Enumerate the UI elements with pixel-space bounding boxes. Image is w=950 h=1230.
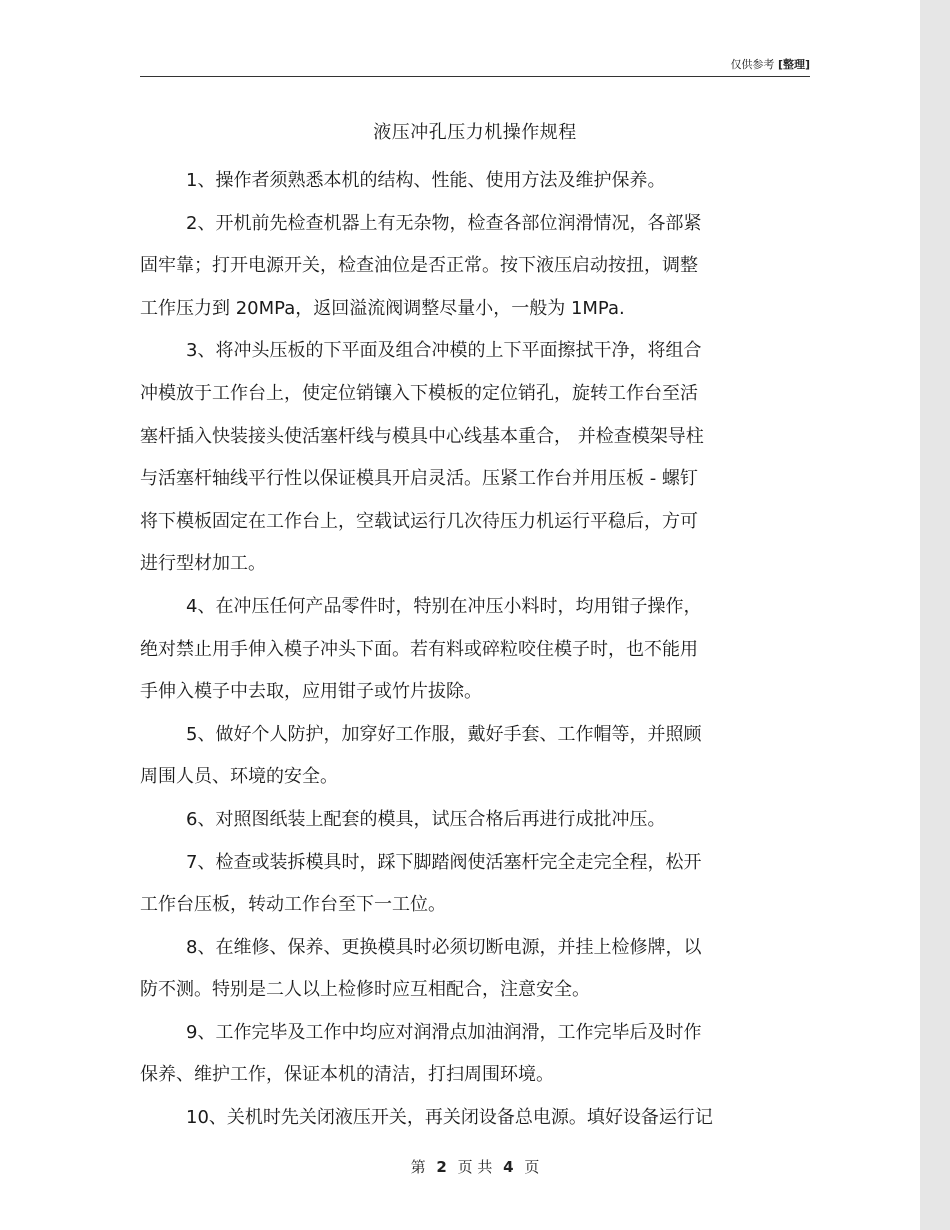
text-line: 6、对照图纸装上配套的模具，试压合格后再进行成批冲压。	[186, 808, 666, 830]
text-line: 5、做好个人防护，加穿好工作服，戴好手套、工作帽等，并照顾	[186, 723, 702, 745]
text-line: 工作压力到 20MPa，返回溢流阀调整尽量小，一般为 1MPa.	[140, 297, 625, 319]
footer-middle: 页 共	[457, 1158, 493, 1176]
text-line: 进行型材加工。	[140, 553, 266, 575]
text-line: 冲模放于工作台上，使定位销镶入下模板的定位销孔，旋转工作台至活	[140, 382, 698, 404]
header-rule	[140, 76, 810, 77]
footer-page-number: 2	[436, 1158, 447, 1176]
text-line: 与活塞杆轴线平行性以保证模具开启灵活。压紧工作台并用压板 - 螺钉	[140, 468, 698, 490]
text-line: 防不测。特别是二人以上检修时应互相配合，注意安全。	[140, 979, 590, 1001]
text-line: 1、操作者须熟悉本机的结构、性能、使用方法及维护保养。	[186, 170, 666, 191]
text-line: 塞杆插入快装接头使活塞杆线与模具中心线基本重合， 并检查模架导柱	[140, 425, 704, 447]
text-line: 10、关机时先关闭液压开关，再关闭设备总电源。填好设备运行记	[186, 1107, 713, 1129]
footer-total-pages: 4	[503, 1158, 514, 1176]
text-line: 4、在冲压任何产品零件时，特别在冲压小料时，均用钳子操作，	[186, 595, 702, 617]
text-line: 8、在维修、保养、更换模具时必须切断电源，并挂上检修牌，以	[186, 936, 702, 958]
footer-prefix: 第	[410, 1158, 426, 1176]
page-footer	[140, 1156, 810, 1177]
document-body	[140, 160, 810, 1140]
text-line: 3、将冲头压板的下平面及组合冲模的上下平面擦拭干净，将组合	[186, 340, 702, 362]
text-line: 固牢靠；打开电源开关，检查油位是否正常。按下液压启动按扭，调整	[140, 255, 698, 277]
text-line: 将下模板固定在工作台上，空载试运行几次待压力机运行平稳后，方可	[140, 510, 698, 532]
text-line: 2、开机前先检查机器上有无杂物，检查各部位润滑情况，各部紧	[186, 212, 702, 234]
footer-suffix: 页	[524, 1158, 540, 1176]
text-line: 手伸入模子中去取，应用钳子或竹片拔除。	[140, 681, 482, 703]
header-bracket: [整理]	[777, 58, 810, 71]
text-line: 绝对禁止用手伸入模子冲头下面。若有料或碎粒咬住模子时，也不能用	[140, 638, 698, 660]
text-line: 7、检查或装拆模具时，踩下脚踏阀使活塞杆完全走完全程，松开	[186, 851, 702, 873]
text-line: 保养、维护工作，保证本机的清洁，打扫周围环境。	[140, 1064, 554, 1086]
page-header	[140, 56, 810, 72]
text-line: 工作台压板，转动工作台至下一工位。	[140, 894, 446, 916]
header-text: 仅供参考	[730, 58, 775, 71]
text-line: 9、工作完毕及工作中均应对润滑点加油润滑，工作完毕后及时作	[186, 1021, 702, 1043]
text-line: 周围人员、环境的安全。	[140, 766, 338, 788]
document-title: 液压冲孔压力机操作规程	[373, 122, 577, 143]
